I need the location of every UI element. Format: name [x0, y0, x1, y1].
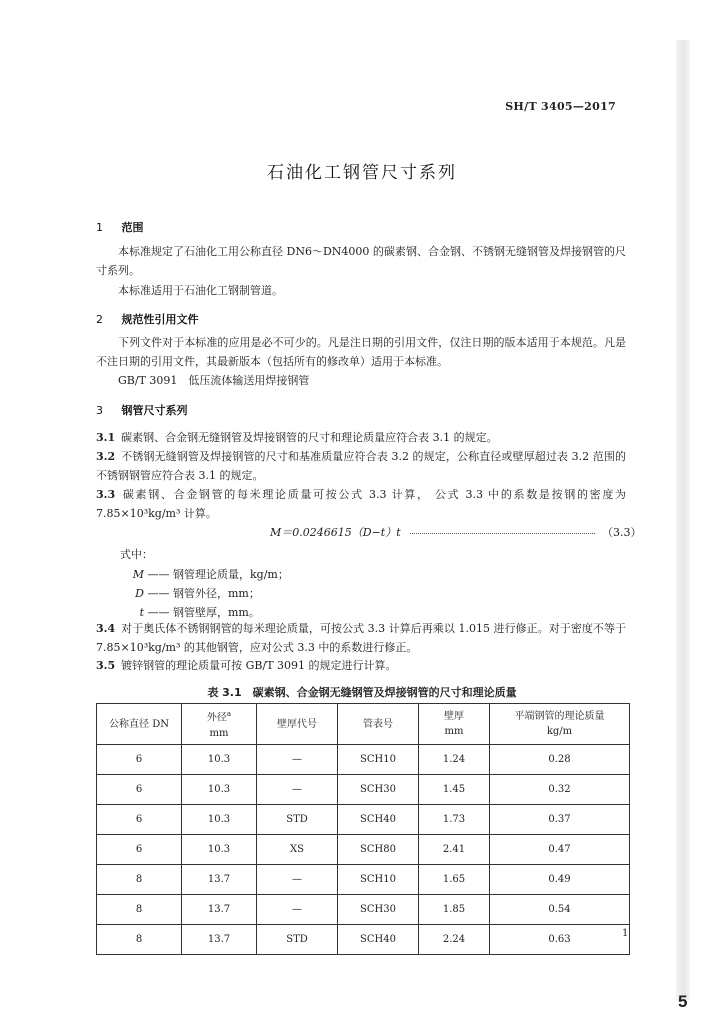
header-label: 外径 — [206, 712, 227, 724]
table-cell: SCH40 — [338, 805, 419, 835]
leader-dots — [410, 524, 595, 534]
header-schedule: 管表号 — [338, 704, 419, 745]
section-title: 范围 — [121, 221, 144, 234]
table-cell: 10.3 — [182, 745, 257, 775]
section-number: 1 — [96, 221, 103, 234]
section-1-heading — [96, 219, 144, 235]
section-2-paragraph-1: 下列文件对于本标准的应用是必不可少的。凡是注日期的引用文件，仅注日期的版本适用于本规范。凡是不注日期的引用文件，其最新版本（包括所有的修改单）适用于本标准。 — [96, 336, 626, 368]
table-cell: 1.45 — [419, 775, 490, 805]
header-outside-diameter — [182, 704, 257, 745]
clause-text: 不锈钢无缝钢管及焊接钢管的尺寸和基准质量应符合表 3.2 的规定，公称直径或壁厚超过表 3.2 范围的不锈钢钢管应符合表 3.1 的规定。 — [96, 450, 626, 482]
clause-number: 3.2 — [96, 450, 116, 463]
table-cell: 10.3 — [182, 805, 257, 835]
table-cell: — — [257, 895, 338, 925]
formula-expression: M＝0.0246615（D−t）t — [270, 526, 401, 539]
section-title: 钢管尺寸系列 — [121, 404, 188, 417]
table-cell: 6 — [97, 775, 182, 805]
table-cell: SCH30 — [338, 775, 419, 805]
section-3-heading — [96, 402, 188, 418]
table-cell: STD — [257, 925, 338, 955]
header-theoretical-mass — [490, 704, 630, 745]
symbol-description: —— 钢管外径，mm； — [147, 587, 260, 600]
table-cell: 1.73 — [419, 805, 490, 835]
table-cell: 1.24 — [419, 745, 490, 775]
table-cell: SCH30 — [338, 895, 419, 925]
table-header-row — [97, 704, 630, 745]
table-cell: 8 — [97, 925, 182, 955]
table-cell: SCH10 — [338, 745, 419, 775]
table-cell: 0.37 — [490, 805, 630, 835]
table-cell: SCH80 — [338, 835, 419, 865]
table-cell: 13.7 — [182, 865, 257, 895]
table-cell: 0.54 — [490, 895, 630, 925]
scan-edge-strip — [676, 40, 690, 1000]
table-cell: 6 — [97, 745, 182, 775]
standard-number: SH/T 3405—2017 — [505, 100, 616, 113]
symbol: D — [135, 587, 144, 600]
table-cell: 6 — [97, 835, 182, 865]
clause-3-5 — [96, 656, 626, 675]
table-cell: 13.7 — [182, 895, 257, 925]
clause-3-2 — [96, 447, 626, 485]
clause-text: 镀锌钢管的理论质量可按 GB/T 3091 的规定进行计算。 — [121, 659, 397, 672]
clause-number: 3.4 — [96, 622, 116, 635]
table-row — [97, 775, 630, 805]
section-2-heading — [96, 311, 199, 327]
table-cell: 8 — [97, 865, 182, 895]
header-label: 平端钢管的理论质量 — [514, 711, 605, 722]
section-number: 2 — [96, 313, 103, 326]
table-caption: 表 3.1 碳素钢、合金钢无缝钢管及焊接钢管的尺寸和理论质量 — [207, 686, 517, 699]
table-row — [97, 865, 630, 895]
table-cell: 2.41 — [419, 835, 490, 865]
table-row — [97, 805, 630, 835]
table-cell: STD — [257, 805, 338, 835]
where-item — [120, 604, 260, 620]
table-cell: 0.47 — [490, 835, 630, 865]
table-row — [97, 895, 630, 925]
table-cell: 6 — [97, 805, 182, 835]
header-unit: kg/m — [546, 726, 573, 737]
clause-text: 对于奥氏体不锈钢钢管的每米理论质量，可按公式 3.3 计算后再乘以 1.015 进行修正。对于密度不等于 7.85×10³kg/m³ 的其他钢管，应对公式 3.3 中的系数进行修正。 — [96, 622, 626, 654]
formula-number: （3.3） — [602, 526, 642, 539]
clause-3-4 — [96, 619, 626, 657]
section-1-paragraph-2: 本标准适用于石油化工钢制管道。 — [118, 284, 283, 297]
table-cell: — — [257, 865, 338, 895]
table-cell: 13.7 — [182, 925, 257, 955]
table-cell: 0.32 — [490, 775, 630, 805]
header-wall-thickness — [419, 704, 490, 745]
where-item — [120, 585, 260, 601]
table-row — [97, 745, 630, 775]
page-number: 1 — [622, 928, 629, 939]
table-cell: 0.63 — [490, 925, 630, 955]
clause-text: 碳素钢、合金钢管的每米理论质量可按公式 3.3 计算， 公式 3.3 中的系数是按钢的密度为 7.85×10³kg/m³ 计算。 — [96, 488, 626, 520]
table-cell: 1.65 — [419, 865, 490, 895]
symbol: M — [132, 568, 144, 581]
clause-number: 3.1 — [96, 431, 116, 444]
clause-text: 碳素钢、合金钢无缝钢管及焊接钢管的尺寸和理论质量应符合表 3.1 的规定。 — [121, 431, 498, 444]
symbol-description: —— 钢管壁厚，mm。 — [147, 606, 260, 619]
footnote-mark: a — [226, 710, 232, 719]
table-cell: 10.3 — [182, 835, 257, 865]
table-cell: 0.49 — [490, 865, 630, 895]
formula-3-3 — [270, 524, 642, 540]
clause-number: 3.3 — [96, 488, 116, 501]
table-cell: — — [257, 775, 338, 805]
symbol-description: —— 钢管理论质量，kg/m； — [147, 568, 289, 581]
header-nominal-diameter: 公称直径 DN — [97, 704, 182, 745]
section-number: 3 — [96, 404, 103, 417]
table-cell: 2.24 — [419, 925, 490, 955]
table-cell: — — [257, 745, 338, 775]
clause-3-3 — [96, 485, 626, 523]
header-label: 壁厚 — [444, 711, 464, 722]
table-cell: XS — [257, 835, 338, 865]
section-1-paragraph-1: 本标准规定了石油化工用公称直径 DN6～DN4000 的碳素钢、合金钢、不锈钢无缝钢管及焊接钢管的尺寸系列。 — [96, 245, 626, 277]
table-cell: 10.3 — [182, 775, 257, 805]
table-cell: 0.28 — [490, 745, 630, 775]
header-unit: mm — [209, 727, 229, 739]
normative-reference: GB/T 3091 低压流体输送用焊接钢管 — [118, 374, 310, 387]
clause-number: 3.5 — [96, 659, 116, 672]
book-page-number: 5 — [678, 992, 688, 1011]
header-wall-code: 壁厚代号 — [257, 704, 338, 745]
page-title: 石油化工钢管尺寸系列 — [267, 163, 457, 183]
header-unit: mm — [444, 726, 464, 737]
where-label: 式中： — [120, 548, 153, 561]
table-cell: SCH10 — [338, 865, 419, 895]
table-cell: SCH40 — [338, 925, 419, 955]
section-title: 规范性引用文件 — [121, 313, 199, 326]
where-item — [120, 566, 289, 582]
symbol: t — [139, 606, 144, 619]
pipe-dimensions-table — [96, 703, 630, 955]
table-cell: 1.85 — [419, 895, 490, 925]
table-cell: 8 — [97, 895, 182, 925]
table-row — [97, 835, 630, 865]
clause-3-1 — [96, 428, 626, 447]
table-row — [97, 925, 630, 955]
